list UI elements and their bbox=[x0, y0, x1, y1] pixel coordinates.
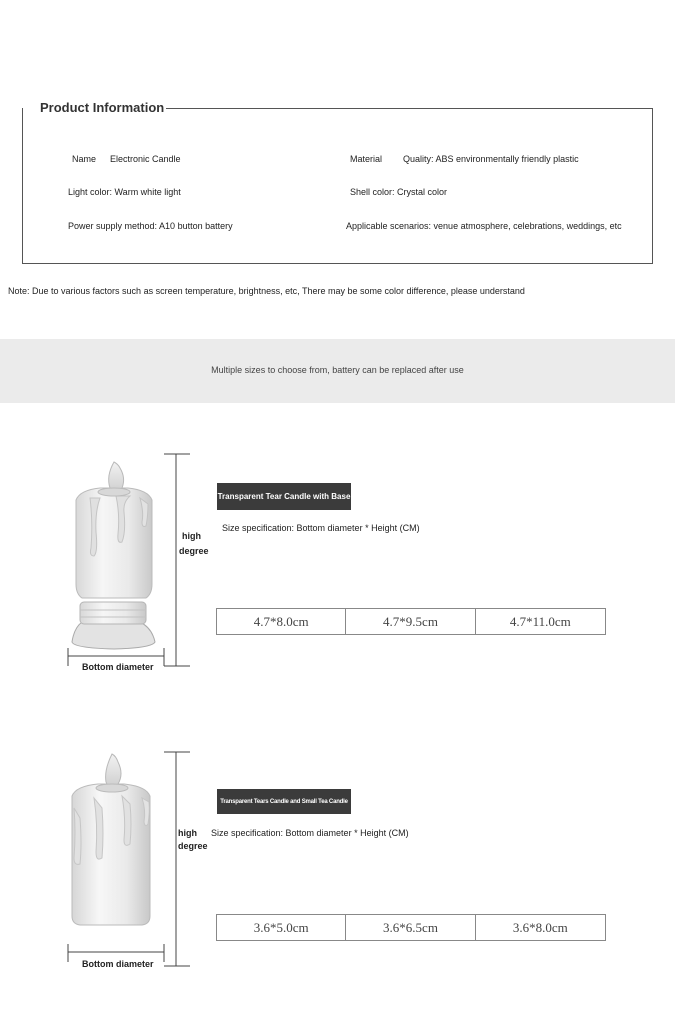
material-value: Quality: ABS environmentally friendly plastic bbox=[403, 154, 579, 164]
size-option: 4.7*11.0cm bbox=[509, 613, 571, 629]
size-option: 4.7*9.5cm bbox=[346, 609, 475, 634]
sizes-banner-text: Multiple sizes to choose from, battery can be replaced after use bbox=[211, 365, 464, 375]
applicable-scenarios: Applicable scenarios: venue atmosphere, celebrations, weddings, etc bbox=[346, 221, 622, 231]
shell-color: Shell color: Crystal color bbox=[350, 187, 448, 197]
size-spec-2: Size specification: Bottom diameter * Height (CM) bbox=[211, 828, 409, 838]
product-info-title: Product Information bbox=[40, 100, 165, 115]
tear-candle-small-tea-candle-image bbox=[60, 748, 170, 930]
size-option: 4.7*8.0cm bbox=[217, 609, 346, 634]
bottom-label-2: Bottom diameter bbox=[82, 959, 154, 969]
product-info-box bbox=[22, 108, 653, 264]
product-tag-1: Transparent Tear Candle with Base bbox=[217, 483, 351, 510]
product-tag-2: Transparent Tears Candle and Small Tea Candle bbox=[217, 789, 351, 814]
name-label: Name bbox=[72, 154, 97, 164]
height-label-1-line2: degree bbox=[179, 546, 209, 556]
bottom-label-1: Bottom diameter bbox=[82, 662, 154, 672]
product-info-box-top-border bbox=[166, 108, 653, 109]
size-table-2 bbox=[216, 914, 606, 941]
height-dimension-line-1 bbox=[160, 452, 192, 668]
size-table-1 bbox=[216, 608, 606, 635]
power-supply: Power supply method: A10 button battery bbox=[68, 221, 233, 231]
light-color: Light color: Warm white light bbox=[68, 187, 181, 197]
size-option: 3.6*8.0cm bbox=[512, 919, 568, 935]
sizes-banner bbox=[0, 339, 675, 403]
height-dimension-line-2 bbox=[160, 750, 192, 968]
size-spec-1: Size specification: Bottom diameter * Height (CM) bbox=[222, 523, 420, 533]
height-label-2-line1: high bbox=[178, 828, 197, 838]
height-label-1-line1: high bbox=[182, 531, 201, 541]
size-option: 3.6*6.5cm bbox=[346, 915, 475, 940]
size-option: 3.6*5.0cm bbox=[217, 915, 346, 940]
name-value: Electronic Candle bbox=[110, 154, 181, 164]
material-label: Material bbox=[350, 154, 383, 164]
height-label-2-line2: degree bbox=[178, 841, 208, 851]
color-note: Note: Due to various factors such as screen temperature, brightness, etc, There may be some color difference, please understand bbox=[8, 286, 525, 296]
